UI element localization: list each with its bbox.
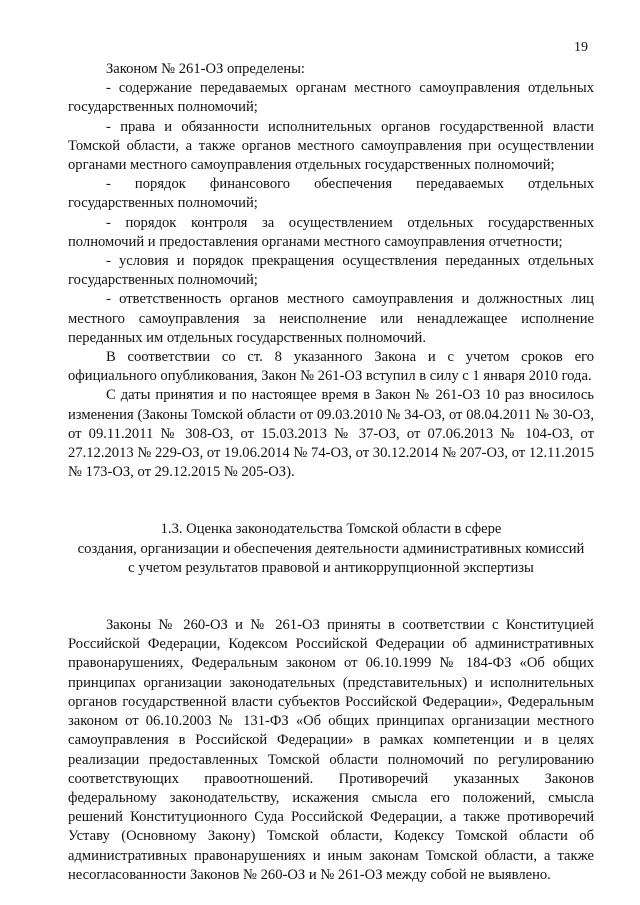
section-heading [68, 520, 594, 578]
list-item-responsibility: - ответственность органов местного самоуправления и должностных лиц местного самоуправления за неисполнение или ненадлежащее исполнение переданных им отдельных государственных полномочий. [68, 291, 594, 346]
list-item-termination: - условия и порядок прекращения осуществления переданных отдельных государственных полномочий; [68, 253, 594, 289]
document-body [68, 60, 594, 885]
paragraph-assessment: Законы № 260-ОЗ и № 261-ОЗ приняты в соответствии с Конституцией Российской Федерации, Кодексом Российской Федерации об административных правонарушениях, Федеральным законом от 06.10.1999 № 184-ФЗ «Об общих принципах организации законодательных (представительных) и исполнительных органов государственной власти субъектов Российской Федерации», Федеральным законом от 06.10.2003 № 131-ФЗ «Об общих принципах организации местного самоуправления в Российской Федерации» в рамках компетенции и в целях реализации предоставленных Томской области полномочий по регулированию соответствующих правоотношений. Противоречий указанных Законов федеральному законодательству, искажения смысла его положений, смысла решений Конституционного Суда Российской Федерации, а также противоречий Уставу (Основному Закону) Томской области, Кодексу Томской области об административных правонарушениях и иным законам Томской области, а также несогласованности Законов № 260-ОЗ и № 261-ОЗ между собой не выявлено. [68, 617, 594, 883]
paragraph-amendments: С даты принятия и по настоящее время в Закон № 261-ОЗ 10 раз вносилось изменения (Законы Томской области от 09.03.2010 № 34-ОЗ, от 08.04.2011 № 30-ОЗ, от 09.11.2011 № 308-ОЗ, от 15.03.2013 № 37-ОЗ, от 07.06.2013 № 104-ОЗ, от 27.12.2013 № 229-ОЗ, от 19.06.2014 № 74-ОЗ, от 30.12.2014 № 207-ОЗ, от 12.11.2015 № 173-ОЗ, от 29.12.2015 № 205-ОЗ). [68, 387, 594, 481]
page-number: 19 [574, 40, 588, 55]
section-heading-line-3: с учетом результатов правовой и антикоррупционной экспертизы [128, 559, 534, 576]
paragraph-effective-date: В соответствии со ст. 8 указанного Закона и с учетом сроков его официального опубликования, Закон № 261-ОЗ вступил в силу с 1 января 2010 года. [68, 349, 594, 385]
list-item-content: - содержание передаваемых органам местного самоуправления отдельных государственных полномочий; [68, 80, 594, 116]
section-heading-line-2: создания, организации и обеспечения деятельности административных комиссий [77, 540, 585, 557]
list-item-rights: - права и обязанности исполнительных органов государственной власти Томской области, а также органов местного самоуправления при осуществлении органами местного самоуправления отдельных государственных полномочий; [68, 118, 594, 174]
paragraph-intro: Законом № 261-ОЗ определены: [106, 61, 305, 77]
list-item-financing: - порядок финансового обеспечения передаваемых отдельных государственных полномочий; [68, 176, 594, 212]
section-heading-line-1: 1.3. Оценка законодательства Томской области в сфере [160, 521, 502, 538]
list-item-control: - порядок контроля за осуществлением отдельных государственных полномочий и предоставления органами местного самоуправления отчетности; [68, 214, 594, 250]
